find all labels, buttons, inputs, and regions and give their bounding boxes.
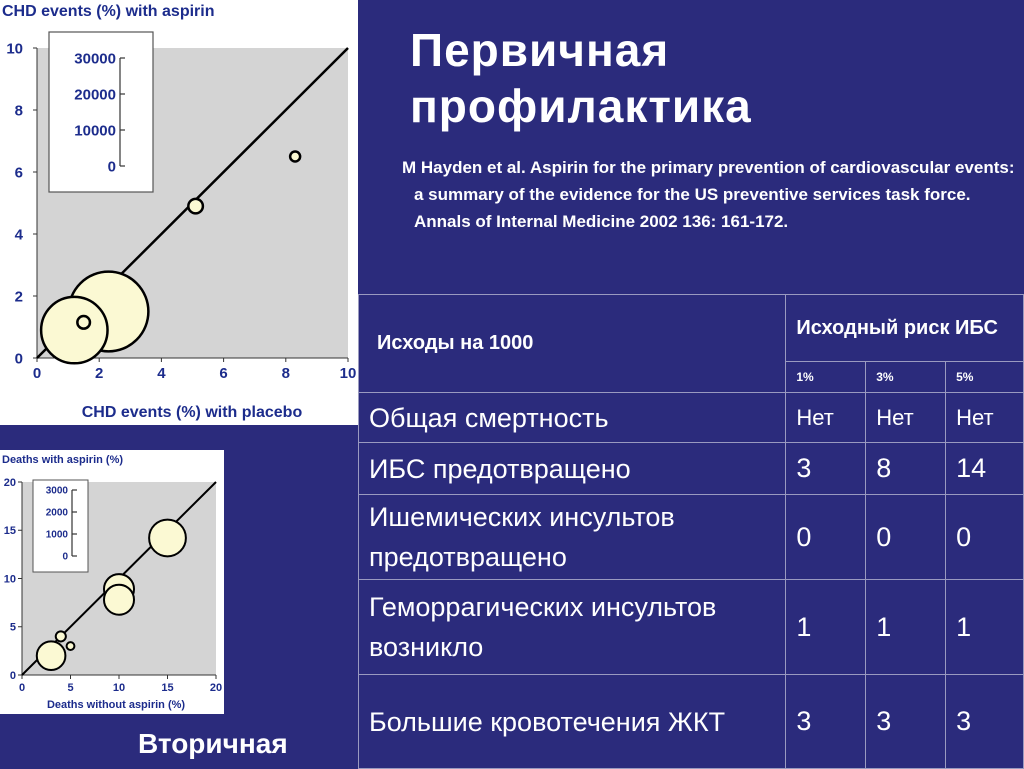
y-tick-label: 6 (14, 164, 23, 182)
data-bubble (104, 585, 134, 615)
legend-label: 10000 (74, 122, 116, 140)
row-value: 3 (786, 443, 866, 495)
header-outcomes: Исходы на 1000 (359, 295, 786, 393)
legend-label: 3000 (45, 485, 68, 497)
row-value: Нет (946, 393, 1024, 443)
x-tick-label: 4 (157, 365, 166, 382)
row-label: Ишемических инсультов предотвращено (359, 495, 786, 580)
row-label: Геморрагических инсультов возникло (359, 580, 786, 675)
row-value: 3 (866, 675, 946, 769)
row-value: 0 (866, 495, 946, 580)
x-tick-label: 6 (219, 365, 228, 382)
row-value: Нет (866, 393, 946, 443)
title-line-2: профилактика (410, 80, 752, 132)
row-label: Общая смертность (359, 393, 786, 443)
chart1-x-label: CHD events (%) with placebo (81, 404, 303, 421)
secondary-label: Вторичная (138, 728, 288, 759)
x-tick-label: 20 (209, 682, 223, 694)
y-tick-label: 0 (9, 669, 16, 682)
row-value: 14 (946, 443, 1024, 495)
legend-label: 20000 (74, 86, 116, 104)
y-tick-label: 8 (14, 102, 23, 120)
data-bubble (56, 631, 66, 641)
legend-label: 0 (62, 551, 68, 563)
secondary-prevention-chart (0, 450, 224, 714)
table-row (359, 495, 1024, 580)
data-bubble (67, 642, 75, 650)
row-value: 0 (786, 495, 866, 580)
data-bubble (290, 152, 300, 162)
y-tick-label: 0 (14, 350, 23, 368)
x-tick-label: 0 (32, 365, 42, 382)
table-row (359, 675, 1024, 769)
risk-level: 5% (946, 362, 1024, 393)
x-tick-label: 10 (112, 682, 126, 694)
table-row (359, 393, 1024, 443)
legend-label: 1000 (45, 529, 68, 541)
row-value: 1 (946, 580, 1024, 675)
row-value: 8 (866, 443, 946, 495)
title-line-1: Первичная (410, 24, 670, 76)
header-baseline-risk: Исходный риск ИБС (786, 295, 1024, 362)
row-value: 0 (946, 495, 1024, 580)
x-tick-label: 15 (161, 682, 174, 694)
x-tick-label: 8 (281, 365, 290, 382)
row-value: 3 (786, 675, 866, 769)
data-bubble (149, 520, 186, 557)
primary-prevention-chart (0, 0, 358, 425)
y-tick-label: 4 (14, 226, 23, 244)
row-value: Нет (786, 393, 866, 443)
x-tick-label: 0 (18, 682, 26, 694)
row-value: 1 (866, 580, 946, 675)
chart2-title: Deaths with aspirin (%) (2, 454, 124, 466)
outcomes-table (358, 294, 1024, 769)
row-label: ИБС предотвращено (359, 443, 786, 495)
y-tick-label: 10 (6, 40, 23, 58)
x-tick-label: 2 (95, 365, 104, 382)
legend-label: 30000 (74, 50, 116, 68)
y-tick-label: 15 (3, 525, 16, 538)
chart1-title: CHD events (%) with aspirin (2, 3, 215, 20)
table-header-row (359, 295, 1024, 362)
legend-label: 0 (107, 158, 116, 176)
row-value: 3 (946, 675, 1024, 769)
x-tick-label: 10 (339, 365, 357, 382)
reference-citation: M Hayden et al. Aspirin for the primary prevention of cardiovascular events: a summary of the evidence for the US preventive services task force. Annals of Internal Medicine 2002 136: 161-172. (402, 158, 1015, 231)
table-row (359, 580, 1024, 675)
legend-label: 2000 (45, 507, 68, 519)
y-tick-label: 5 (9, 621, 16, 634)
y-tick-label: 10 (3, 573, 16, 586)
table-row (359, 443, 1024, 495)
row-label: Большие кровотечения ЖКТ (359, 675, 786, 769)
y-tick-label: 20 (3, 476, 16, 489)
data-bubble (37, 641, 66, 670)
y-tick-label: 2 (14, 288, 23, 306)
data-bubble (188, 199, 203, 214)
chart2-x-label: Deaths without aspirin (%) (46, 699, 186, 711)
slide-title (410, 22, 752, 134)
risk-level: 1% (786, 362, 866, 393)
data-bubble (41, 297, 107, 363)
x-tick-label: 5 (67, 682, 74, 694)
row-value: 1 (786, 580, 866, 675)
risk-level: 3% (866, 362, 946, 393)
data-bubble (77, 316, 90, 329)
